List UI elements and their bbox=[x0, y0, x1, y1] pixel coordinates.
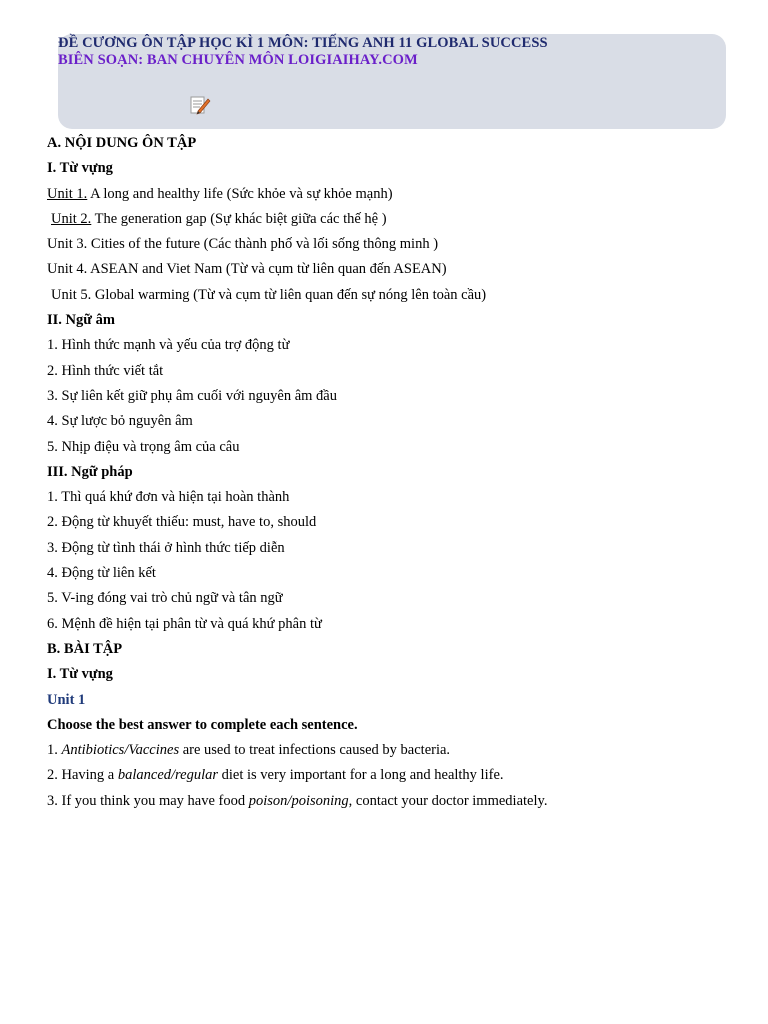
unit-line bbox=[47, 207, 727, 232]
question bbox=[47, 763, 727, 788]
document-title: ĐỀ CƯƠNG ÔN TẬP HỌC KÌ 1 MÔN: TIẾNG ANH 11 GLOBAL SUCCESS bbox=[58, 35, 548, 51]
unit-line bbox=[47, 182, 727, 207]
list-item: 5. Nhịp điệu và trọng âm của câu bbox=[47, 438, 240, 455]
question-prefix: 1. bbox=[47, 742, 62, 759]
answer-choice: balanced/regular bbox=[117, 767, 219, 784]
unit-label: Unit 2. bbox=[51, 210, 92, 227]
unit-label: Unit 3. bbox=[47, 236, 88, 253]
list-item: 6. Mệnh đề hiện tại phân từ và quá khứ phân từ bbox=[47, 615, 322, 632]
edit-note-icon bbox=[189, 94, 211, 116]
question bbox=[47, 789, 727, 814]
question-suffix: diet is very important for a long and healthy life. bbox=[218, 767, 504, 784]
answer-choice: poison/poisoning bbox=[248, 792, 349, 809]
document-subtitle: BIÊN SOẠN: BAN CHUYÊN MÔN LOIGIAIHAY.COM bbox=[58, 52, 418, 68]
unit-line bbox=[47, 283, 727, 308]
document-body bbox=[47, 131, 727, 814]
unit-text: Cities of the future (Các thành phố và lối sống thông minh ) bbox=[87, 236, 439, 253]
question-suffix: are used to treat infections caused by bacteria. bbox=[179, 742, 451, 759]
unit-text: Global warming (Từ và cụm từ liên quan đến sự nóng lên toàn cầu) bbox=[91, 286, 487, 303]
phonetics-heading: II. Ngữ âm bbox=[47, 312, 115, 329]
question-suffix: , contact your doctor immediately. bbox=[348, 792, 548, 809]
section-b-heading: B. BÀI TẬP bbox=[47, 640, 123, 657]
list-item: 3. Sự liên kết giữ phụ âm cuối với nguyên âm đầu bbox=[47, 387, 337, 404]
exercise-instruction: Choose the best answer to complete each sentence. bbox=[47, 716, 358, 733]
unit-text: A long and healthy life (Sức khỏe và sự khỏe mạnh) bbox=[87, 185, 393, 202]
unit-line bbox=[47, 232, 727, 257]
question-prefix: 2. Having a bbox=[47, 767, 118, 784]
list-item: 1. Hình thức mạnh và yếu của trợ động từ bbox=[47, 337, 290, 354]
unit-text: ASEAN and Viet Nam (Từ và cụm từ liên quan đến ASEAN) bbox=[87, 261, 447, 278]
list-item: 2. Hình thức viết tắt bbox=[47, 362, 164, 379]
unit-label: Unit 4. bbox=[47, 261, 88, 278]
section-a-heading: A. NỘI DUNG ÔN TẬP bbox=[47, 135, 197, 151]
unit-label: Unit 1. bbox=[47, 185, 88, 202]
unit-text: The generation gap (Sự khác biệt giữa các thế hệ ) bbox=[91, 210, 387, 227]
unit-heading: Unit 1 bbox=[47, 691, 86, 708]
list-item: 2. Động từ khuyết thiếu: must, have to, should bbox=[47, 514, 317, 531]
list-item: 5. V-ing đóng vai trò chủ ngữ và tân ngữ bbox=[47, 590, 283, 607]
exercise-vocab-heading: I. Từ vựng bbox=[47, 666, 113, 683]
question-prefix: 3. If you think you may have food bbox=[47, 792, 249, 809]
unit-label: Unit 5. bbox=[51, 286, 92, 303]
list-item: 4. Sự lược bỏ nguyên âm bbox=[47, 413, 193, 430]
grammar-heading: III. Ngữ pháp bbox=[47, 463, 133, 480]
answer-choice: Antibiotics/Vaccines bbox=[61, 742, 180, 759]
vocab-heading: I. Từ vựng bbox=[47, 160, 113, 177]
unit-line bbox=[47, 257, 727, 282]
list-item: 1. Thì quá khứ đơn và hiện tại hoàn thành bbox=[47, 489, 290, 506]
list-item: 4. Động từ liên kết bbox=[47, 565, 156, 582]
list-item: 3. Động từ tình thái ở hình thức tiếp diễn bbox=[47, 539, 285, 556]
question bbox=[47, 738, 727, 763]
